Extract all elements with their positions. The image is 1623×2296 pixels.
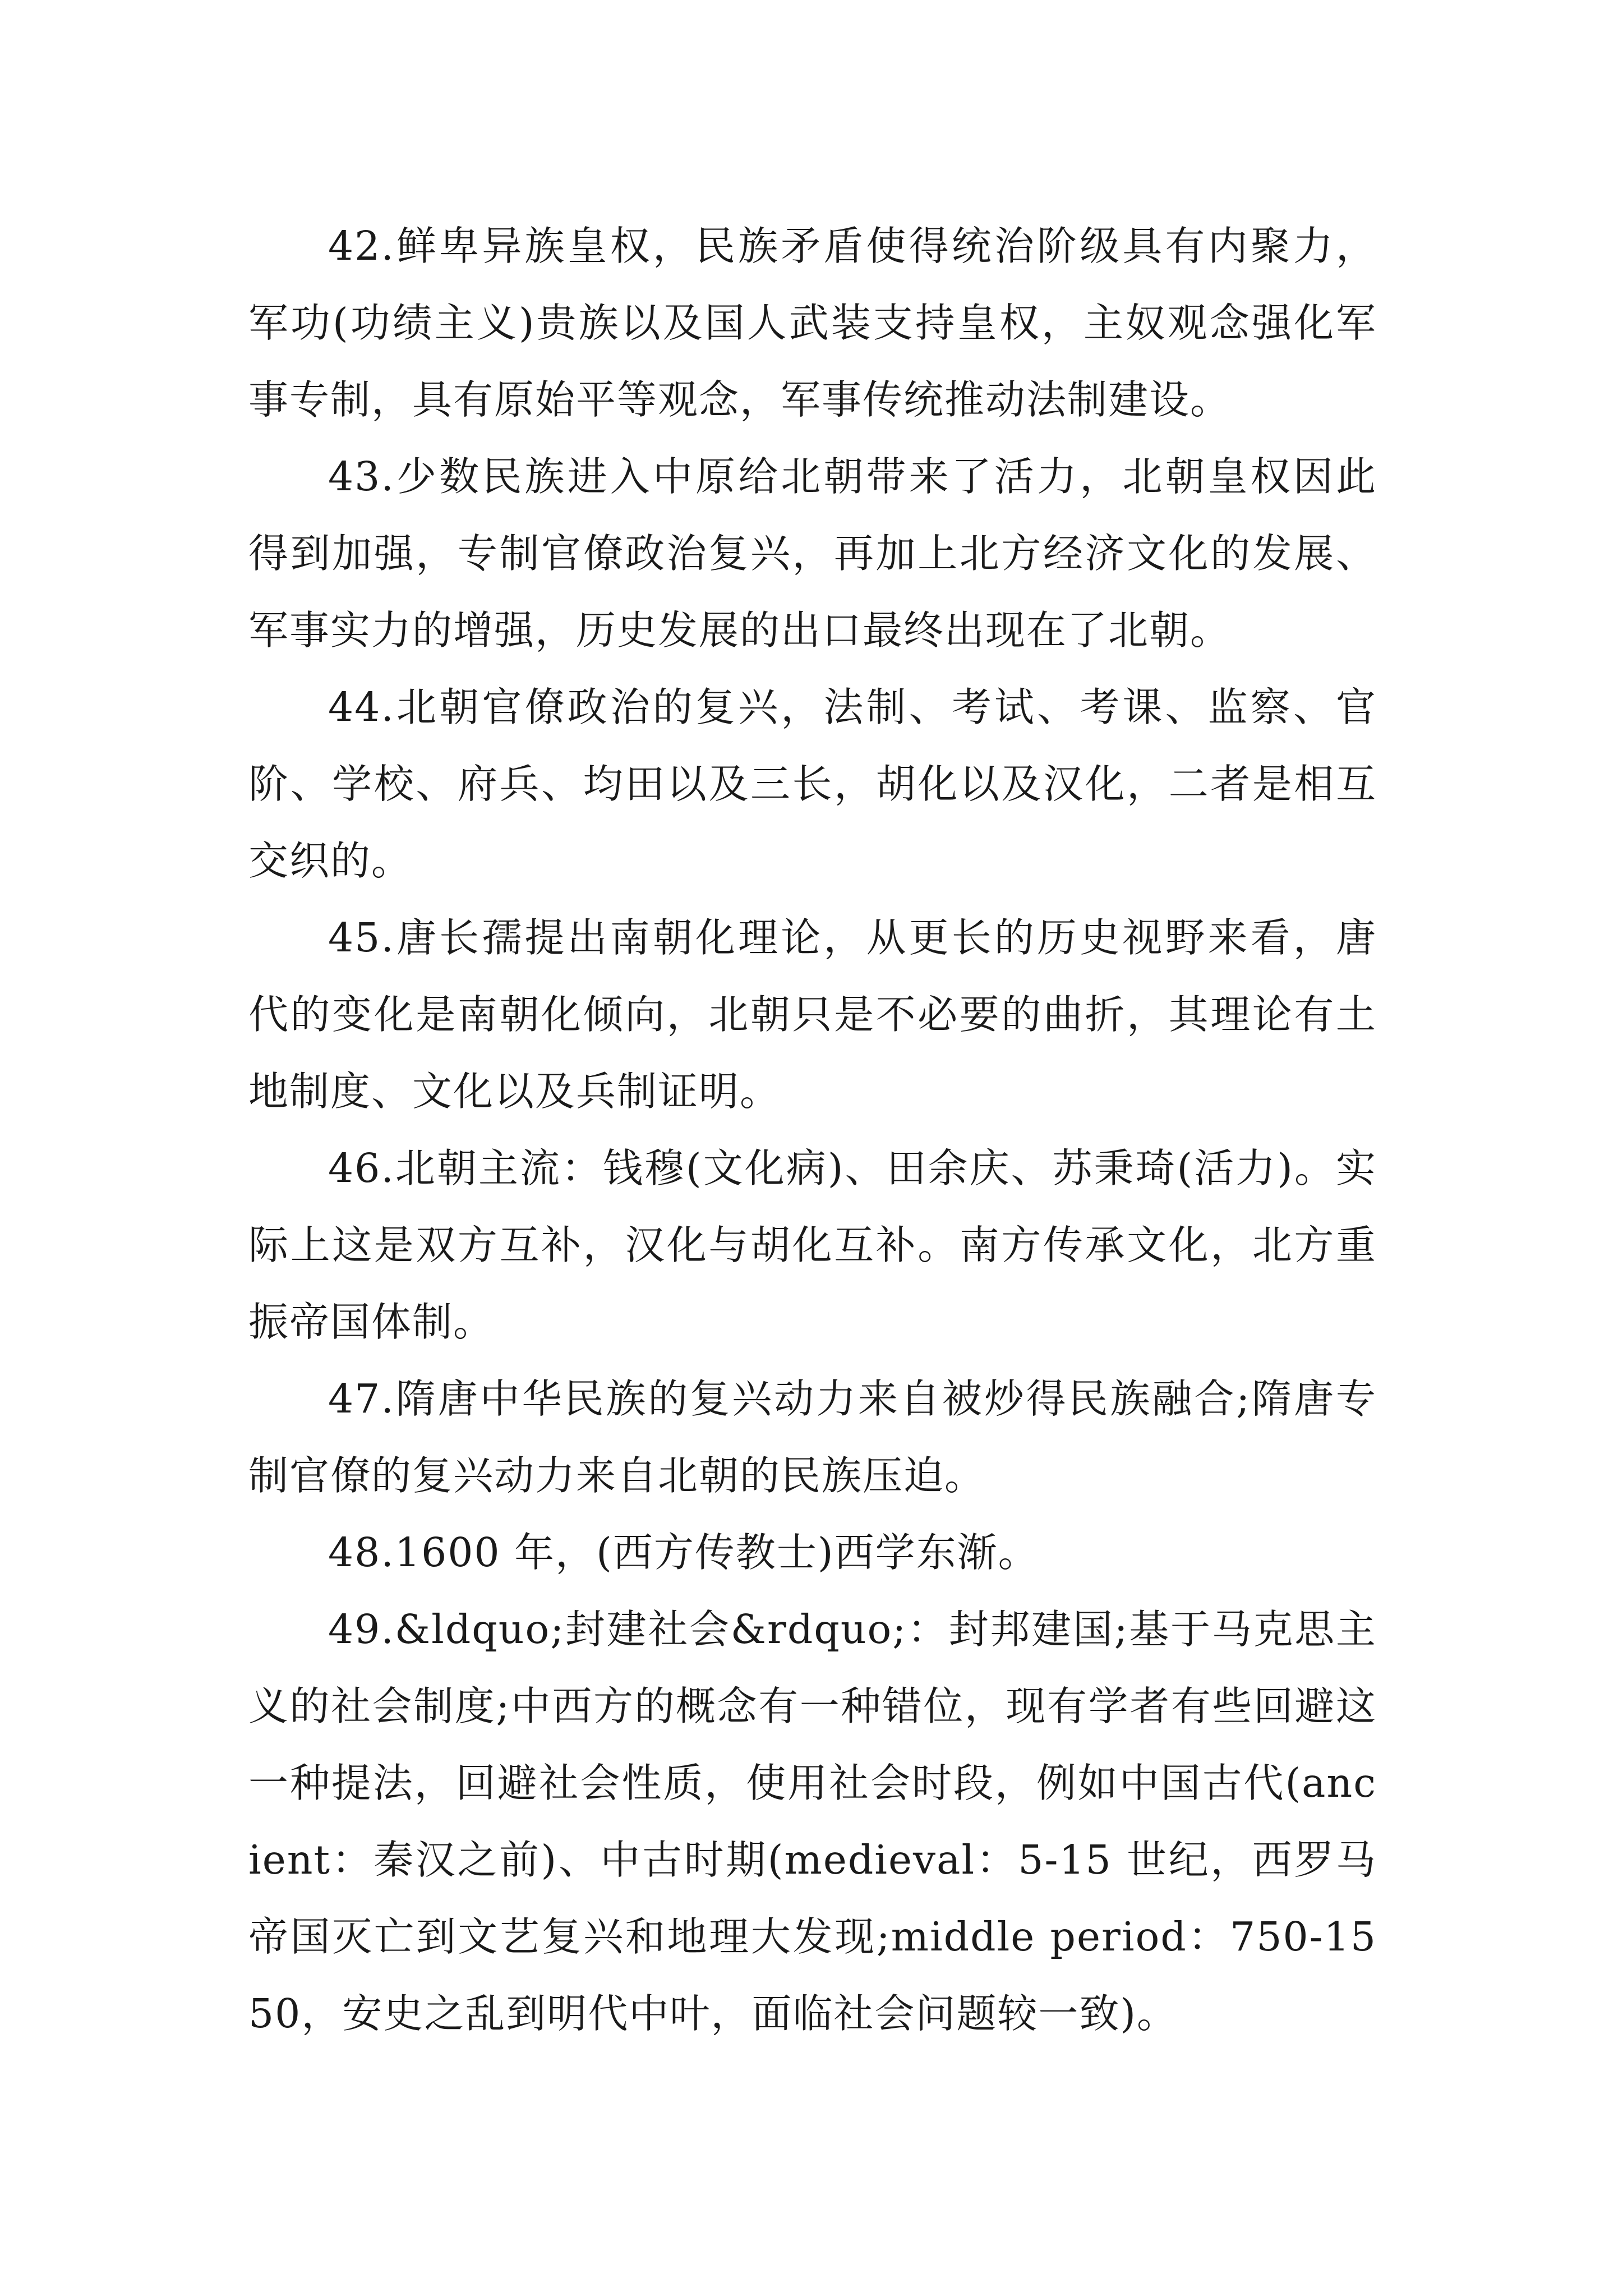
paragraph-45: 45.唐长孺提出南朝化理论，从更长的历史视野来看，唐代的变化是南朝化倾向，北朝只是不必要的曲折，其理论有土地制度、文化以及兵制证明。 [248,914,1377,1115]
paragraph-46: 46.北朝主流：钱穆(文化病)、田余庆、苏秉琦(活力)。实际上这是双方互补，汉化与胡化互补。南方传承文化，北方重振帝国体制。 [248,1145,1377,1345]
paragraph-47: 47.隋唐中华民族的复兴动力来自被炒得民族融合;隋唐专制官僚的复兴动力来自北朝的民族压迫。 [248,1375,1377,1499]
paragraph-42: 42.鲜卑异族皇权，民族矛盾使得统治阶级具有内聚力，军功(功绩主义)贵族以及国人武装支持皇权，主奴观念强化军事专制，具有原始平等观念，军事传统推动法制建设。 [248,223,1377,423]
paragraph-44: 44.北朝官僚政治的复兴，法制、考试、考课、监察、官阶、学校、府兵、均田以及三长，胡化以及汉化，二者是相互交织的。 [248,684,1377,884]
document-body [248,208,1377,2052]
paragraph-49: 49.&ldquo;封建社会&rdquo;：封邦建国;基于马克思主义的社会制度;中西方的概念有一种错位，现有学者有些回避这一种提法，回避社会性质，使用社会时段，例如中国古代(ancient：秦汉之前)、中古时期(medieval：5-15 世纪，西罗马帝国灭亡到文艺复兴和地理大发现;middle period：750-1550，安史之乱到明代中叶，面临社会问题较一致)。 [248,1606,1377,2037]
paragraph-48: 48.1600 年，(西方传教士)西学东渐。 [328,1529,1039,1576]
paragraph-43: 43.少数民族进入中原给北朝带来了活力，北朝皇权因此得到加强，专制官僚政治复兴，再加上北方经济文化的发展、军事实力的增强，历史发展的出口最终出现在了北朝。 [248,453,1377,654]
